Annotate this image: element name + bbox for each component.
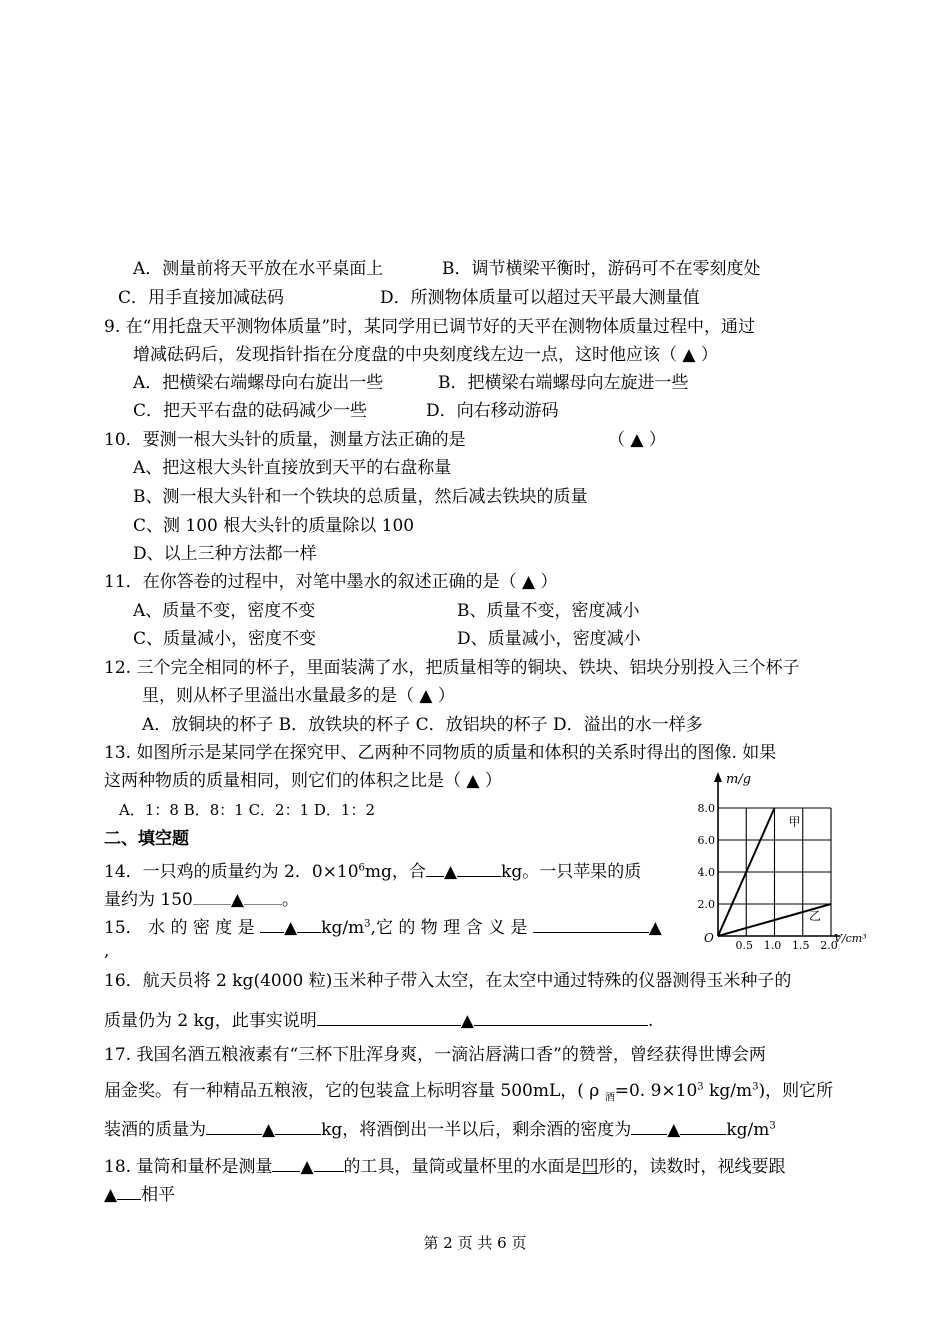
q13-options: A．1：8 B．8：1 C．2：1 D．1：2 (119, 801, 376, 819)
q14-blank-1b (457, 858, 501, 877)
q17-text-3: =0. 9×10 (614, 1081, 698, 1101)
q9-option-a: A．把横梁右端螺母向右旋出一些 (133, 373, 384, 393)
q15-blank-1b (297, 914, 321, 933)
y-tick-label: 2.0 (697, 898, 715, 911)
q14-text-4: 量约为 150 (104, 890, 193, 910)
q17-exponent-1: 3 (697, 1081, 704, 1093)
section-heading-fill-in: 二、填空题 (104, 829, 189, 849)
q10-option-d: D、以上三种方法都一样 (133, 544, 317, 564)
q18-text-1: 18. 量筒和量杯是测量 (104, 1157, 273, 1177)
q9-option-b: B．把横梁右端螺母向左旋进一些 (438, 373, 689, 393)
q14-line2 (104, 886, 299, 911)
q17-triangle-2: ▲ (667, 1120, 681, 1140)
y-axis-label: m/g (726, 772, 752, 787)
q14-triangle-2: ▲ (230, 890, 244, 910)
q8-option-a: A．测量前将天平放在水平桌面上 (133, 259, 384, 279)
q14-exponent: 6 (358, 862, 365, 874)
q17-subscript: 酒 (604, 1092, 615, 1104)
q17-blank-1b (275, 1116, 321, 1135)
q15-text-3: ,它 的 物 理 含 义 是 (370, 918, 533, 938)
q15-triangle-1: ▲ (284, 918, 298, 938)
q17-blank-2b (680, 1116, 726, 1135)
q16-line2 (104, 1007, 653, 1032)
q13-stem-line1: 13. 如图所示是某同学在探究甲、乙两种不同物质的质量和体积的关系时得出的图像. 如果 (104, 743, 777, 763)
q16-text-3: . (647, 1011, 654, 1031)
q14-text-3: kg。一只苹果的质 (501, 862, 642, 882)
q18-text-3: 形的，读数时，视线要跟 (598, 1157, 786, 1177)
series-label: 甲 (788, 815, 801, 829)
q17-text-8: kg/m (726, 1120, 770, 1140)
q15-blank-1a (260, 914, 284, 933)
q11-stem: 11．在你答卷的过程中，对笔中墨水的叙述正确的是（ ▲ ） (104, 572, 558, 592)
q14-text-2: mg，合 (364, 862, 426, 882)
q17-exponent-2: 3 (752, 1081, 759, 1093)
q11-option-a: A、质量不变，密度不变 (133, 601, 316, 621)
q18-line2 (104, 1181, 175, 1206)
q18-text-2: 的工具，量筒或量杯里的水面是 (343, 1157, 582, 1177)
q11-option-c: C、质量减小，密度不变 (133, 629, 317, 649)
q17-line3 (104, 1116, 776, 1141)
q15-exponent: 3 (364, 918, 371, 930)
q18-blank-1a (272, 1153, 300, 1172)
q15-triangle-2: ▲ (648, 918, 662, 938)
q14-text-5: 。 (281, 890, 299, 910)
y-tick-label: 4.0 (697, 866, 715, 879)
y-tick-label: 8.0 (697, 802, 715, 815)
x-tick-label: 0.5 (735, 939, 753, 950)
q15-line (104, 914, 662, 939)
q14-blank-1a (426, 858, 444, 877)
q18-blank-2 (117, 1181, 141, 1200)
q17-text-2: 届金奖。有一种精品五粮液，它的包装盒上标明容量 500mL，( ρ (104, 1081, 605, 1101)
q17-line1: 17. 我国名酒五粮液素有“三杯下肚浑身爽，一滴沾唇满口香”的赞誉，曾经获得世博会两 (104, 1045, 766, 1065)
q11-option-d: D、质量减小，密度减小 (457, 629, 641, 649)
q16-blank-b (474, 1007, 648, 1026)
q18-triangle-1: ▲ (300, 1157, 314, 1177)
q12-options: A．放铜块的杯子 B．放铁块的杯子 C．放铝块的杯子 D．溢出的水一样多 (142, 715, 703, 735)
q15-text-1: 15． 水 的 密 度 是 (104, 918, 261, 938)
q14-text-1: 14．一只鸡的质量约为 2．0×10 (104, 862, 359, 882)
y-tick-label: 6.0 (697, 834, 715, 847)
q13-stem-line2: 这两种物质的质量相同，则它们的体积之比是（ ▲ ） (104, 771, 502, 791)
q15-trailing-comma: , (104, 941, 110, 961)
q18-blank-1b (314, 1153, 344, 1172)
q9-option-c: C．把天平右盘的砝码减少一些 (133, 401, 368, 421)
q16-blank-a (317, 1007, 461, 1026)
q17-line2 (104, 1080, 833, 1102)
q8-option-b: B．调节横梁平衡时，游码可不在零刻度处 (442, 259, 761, 279)
q16-triangle: ▲ (460, 1011, 474, 1031)
q17-triangle-1: ▲ (262, 1120, 276, 1140)
q12-stem-line2: 里，则从杯子里溢出水量最多的是（ ▲ ） (142, 686, 455, 706)
q18-concave: 凹 (581, 1157, 599, 1177)
x-tick-label: 2.0 (820, 939, 838, 950)
q10-option-b: B、测一根大头针和一个铁块的总质量，然后减去铁块的质量 (133, 487, 588, 507)
q16-text-2: 质量仍为 2 kg，此事实说明 (104, 1011, 317, 1031)
q18-text-4: 相平 (141, 1185, 176, 1205)
q14-triangle-1: ▲ (443, 862, 458, 882)
q12-stem-line1: 12. 三个完全相同的杯子，里面装满了水，把质量相等的铜块、铁块、铝块分别投入三个杯子 (104, 658, 800, 678)
q8-option-c: C．用手直接加减砝码 (118, 288, 285, 308)
q10-answer-mark: （ ▲ ） (608, 430, 666, 450)
q17-text-4: kg/m (703, 1081, 753, 1101)
q15-text-2: kg/m (321, 918, 365, 938)
q17-blank-1a (206, 1116, 262, 1135)
q9-stem-line2: 增减砝码后，发现指针指在分度盘的中央刻度线左边一点，这时他应该（ ▲ ） (133, 345, 718, 365)
q10-option-c: C、测 100 根大头针的质量除以 100 (133, 516, 415, 536)
q10-option-a: A、把这根大头针直接放到天平的右盘称量 (133, 458, 452, 478)
q17-text-7: kg，将酒倒出一半以后，剩余酒的密度为 (321, 1120, 632, 1140)
y-axis-arrow (714, 772, 722, 782)
mass-volume-graph (690, 770, 880, 950)
q18-triangle-2: ▲ (104, 1185, 118, 1205)
x-tick-label: 1.0 (763, 939, 782, 950)
q14-blank-2a (193, 886, 231, 905)
series-label: 乙 (809, 909, 822, 923)
q17-exponent-3: 3 (769, 1120, 776, 1132)
q9-stem-line1: 9. 在“用托盘天平测物体质量”时，某同学用已调节好的天平在测物体质量过程中，通过 (104, 317, 756, 337)
q15-blank-2 (533, 914, 649, 933)
q9-option-d: D．向右移动游码 (426, 401, 559, 421)
q11-option-b: B、质量不变，密度减小 (457, 601, 640, 621)
q14-line1 (104, 858, 641, 883)
q16-line1: 16．航天员将 2 kg(4000 粒)玉米种子带入太空，在太空中通过特殊的仪器测得玉米种子的 (104, 971, 792, 991)
q8-option-d: D．所测物体质量可以超过天平最大测量值 (380, 288, 700, 308)
q14-blank-2b (244, 886, 282, 905)
q10-stem: 10．要测一根大头针的质量，测量方法正确的是 (104, 430, 466, 450)
q17-text-6: 装酒的质量为 (104, 1120, 206, 1140)
q17-text-5: )，则它所 (758, 1081, 834, 1101)
x-axis-label: V/cm³ (834, 932, 867, 945)
page-footer: 第 2 页 共 6 页 (423, 1234, 527, 1252)
origin-label: O (704, 931, 714, 945)
q18-line1 (104, 1153, 786, 1178)
q17-blank-2a (631, 1116, 667, 1135)
x-tick-label: 1.5 (792, 939, 810, 950)
